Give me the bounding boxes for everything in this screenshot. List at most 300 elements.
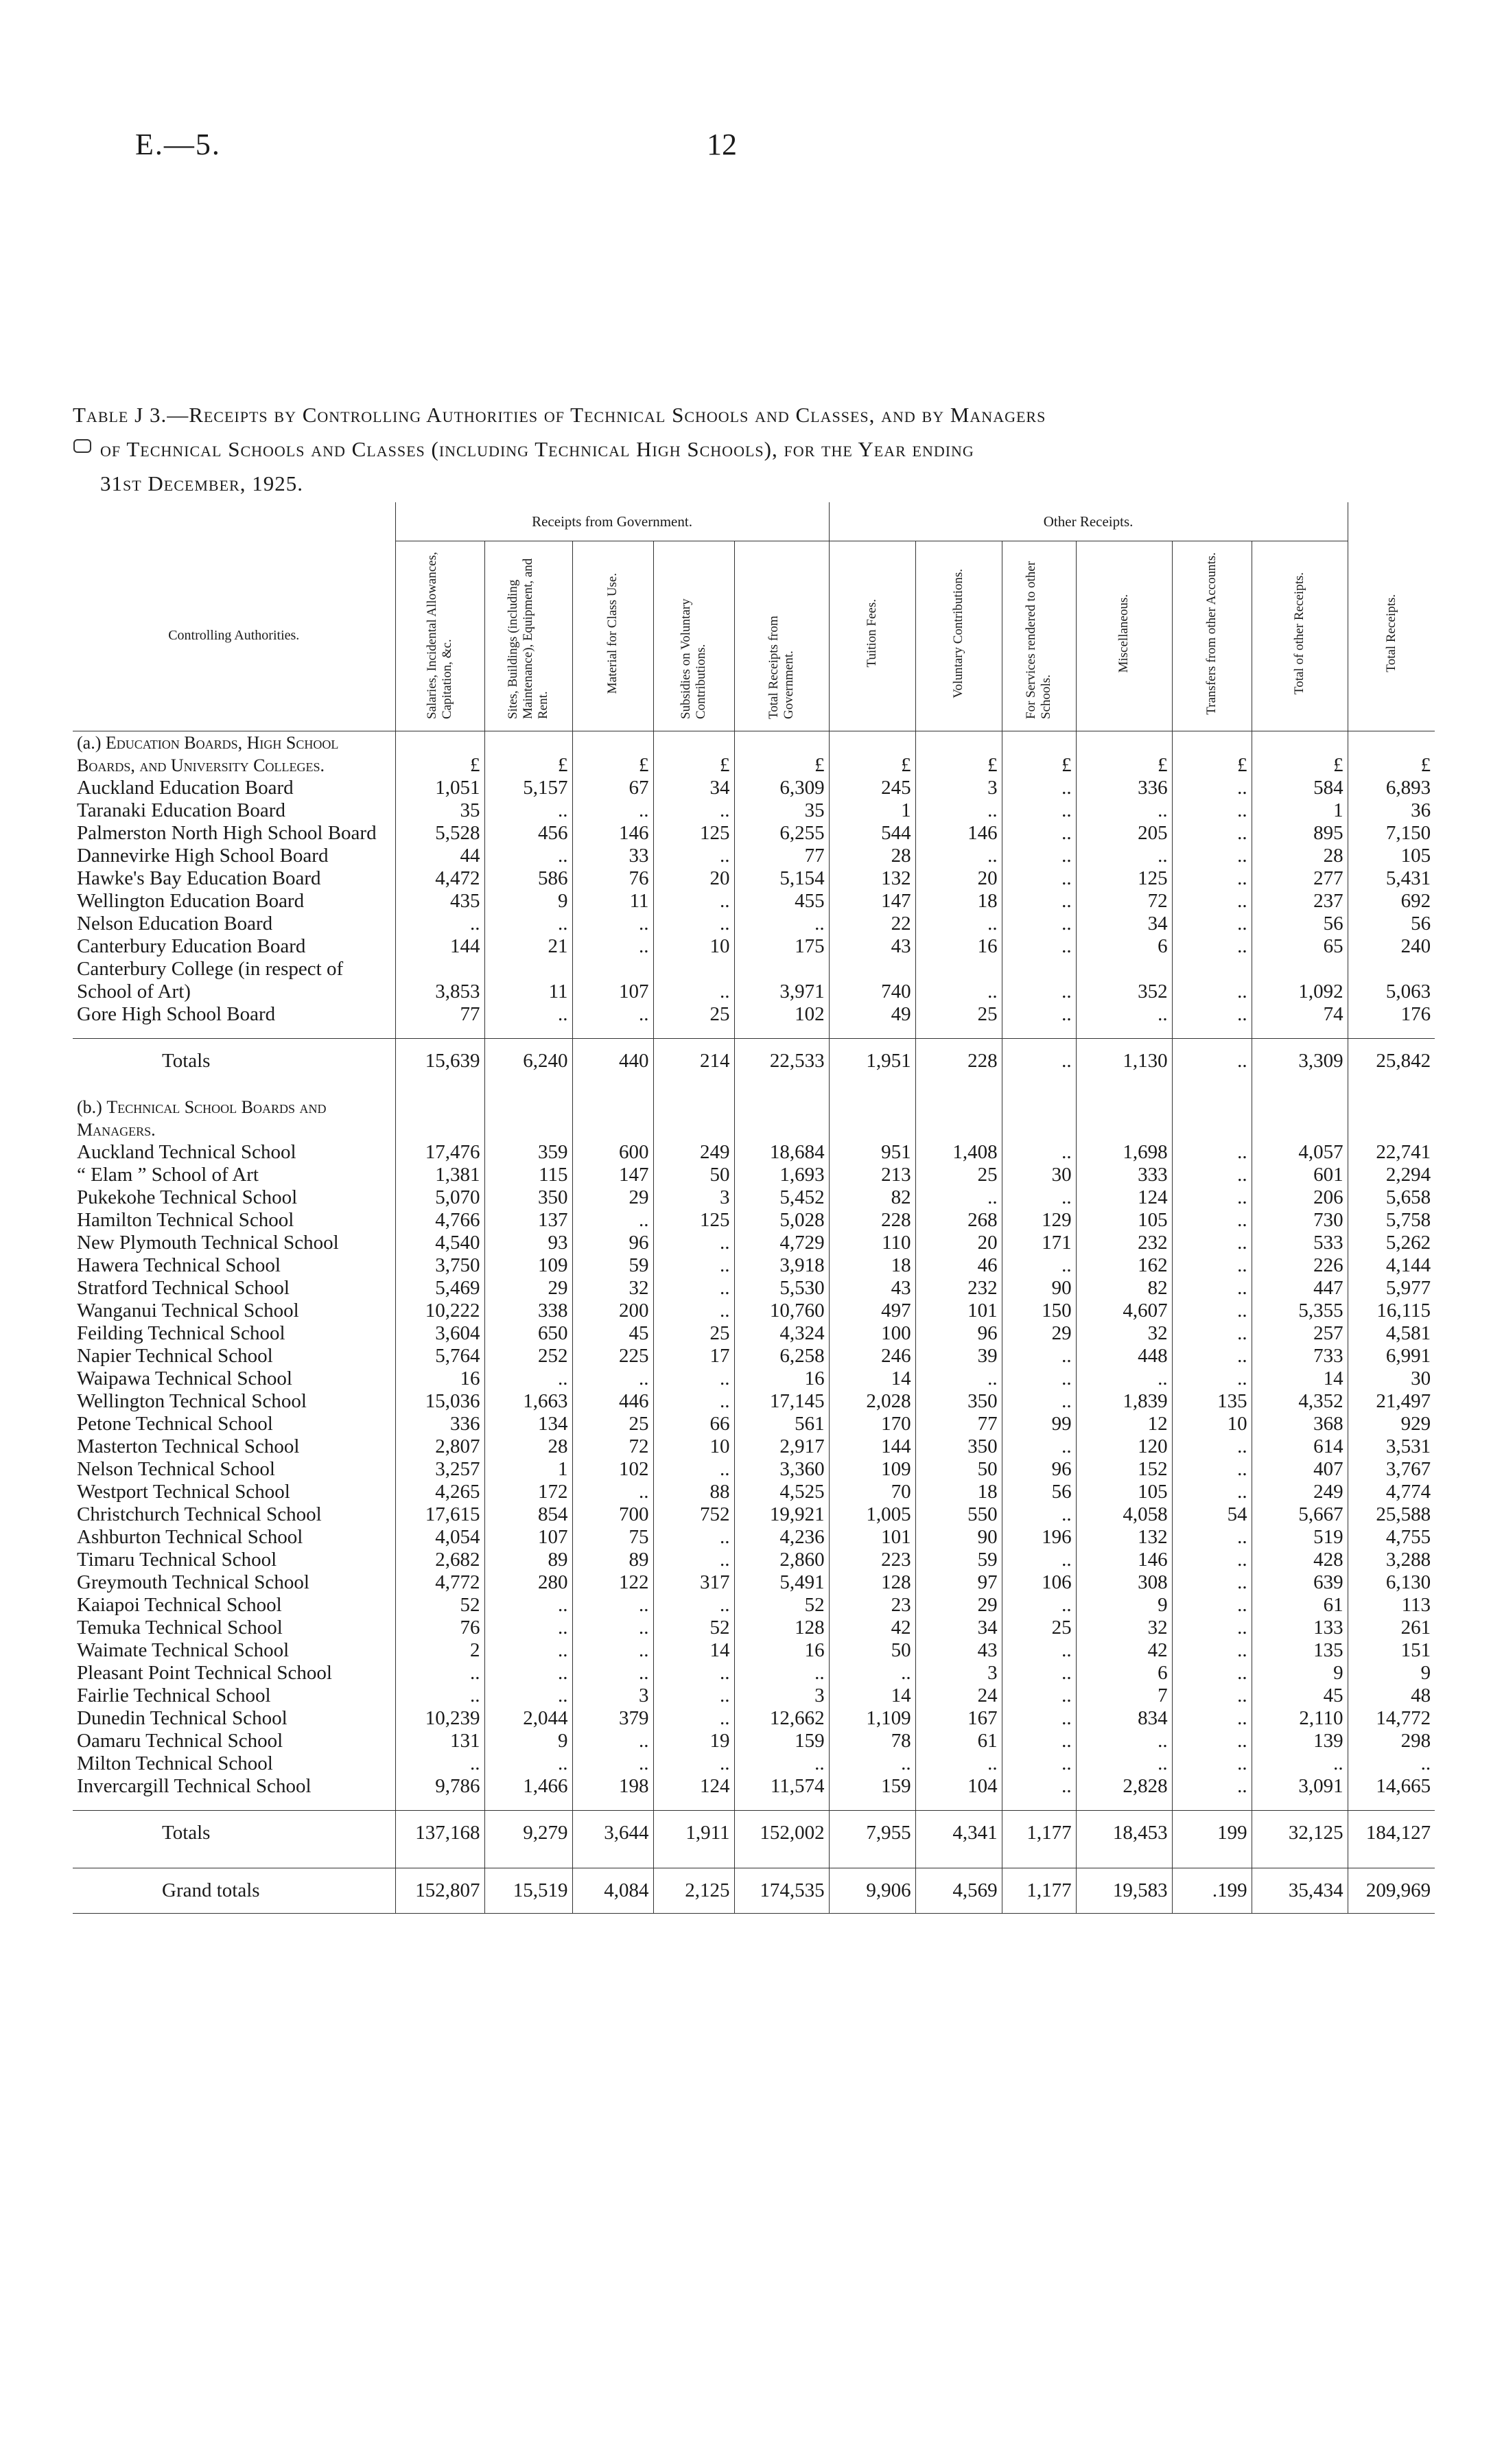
- row-label: Taranaki Education Board: [77, 799, 285, 821]
- cell-value: 3,531: [1348, 1435, 1435, 1458]
- table-row: [73, 1775, 1435, 1798]
- cell-value: 21,497: [1348, 1390, 1435, 1413]
- cell-value: 107: [572, 958, 653, 1003]
- cell-value: ..: [572, 1368, 653, 1390]
- section-prefix: (b.): [77, 1097, 102, 1117]
- cell-value: [734, 1798, 829, 1811]
- row-label: Feilding Technical School: [77, 1322, 285, 1344]
- cell-value: ..: [653, 845, 734, 867]
- cell-value: 15,036: [395, 1390, 484, 1413]
- cell-value: ..: [1172, 822, 1252, 845]
- table-row: [73, 1571, 1435, 1594]
- cell-value: 6,240: [484, 1039, 572, 1084]
- cell-value: 89: [572, 1549, 653, 1571]
- cell-value: 223: [829, 1549, 915, 1571]
- cell-value: [915, 1083, 1002, 1096]
- cell-value: 249: [653, 1141, 734, 1164]
- cell-value: 6,309: [734, 777, 829, 799]
- cell-value: 9: [1348, 1662, 1435, 1685]
- cell-value: [395, 1083, 484, 1096]
- cell-value: 1,130: [1076, 1039, 1172, 1084]
- government-group-header: Receipts from Government.: [395, 502, 829, 541]
- cell-value: £: [484, 731, 572, 777]
- cell-value: ..: [572, 1730, 653, 1752]
- cell-value: ..: [653, 1458, 734, 1481]
- cell-value: £: [915, 731, 1002, 777]
- cell-value: 70: [829, 1481, 915, 1503]
- cell-value: ..: [1172, 845, 1252, 867]
- cell-value: 1,839: [1076, 1390, 1172, 1413]
- cell-value: ..: [1172, 1300, 1252, 1322]
- cell-value: [572, 1083, 653, 1096]
- cell-value: 359: [484, 1141, 572, 1164]
- cell-value: 16,115: [1348, 1300, 1435, 1322]
- row-label: Hawke's Bay Education Board: [77, 867, 321, 889]
- cell-value: 43: [829, 935, 915, 958]
- table-row: [73, 1594, 1435, 1617]
- cell-value: 146: [1076, 1549, 1172, 1571]
- cell-value: 601: [1252, 1164, 1348, 1186]
- cell-value: 206: [1252, 1186, 1348, 1209]
- cell-value: ..: [653, 1390, 734, 1413]
- row-label: “ Elam ” School of Art: [77, 1164, 259, 1186]
- cell-value: ..: [572, 1662, 653, 1685]
- cell-value: 2,044: [484, 1707, 572, 1730]
- cell-value: 32: [572, 1277, 653, 1300]
- cell-value: 15,639: [395, 1039, 484, 1084]
- cell-value: 4,472: [395, 867, 484, 890]
- cell-value: ..: [1002, 958, 1076, 1003]
- cell-value: 2,028: [829, 1390, 915, 1413]
- cell-value: ..: [653, 799, 734, 822]
- cell-value: ..: [395, 1752, 484, 1775]
- cell-value: 101: [829, 1526, 915, 1549]
- cell-value: ..: [484, 799, 572, 822]
- cell-value: ..: [1172, 1730, 1252, 1752]
- cell-value: ..: [829, 1752, 915, 1775]
- cell-value: [829, 1798, 915, 1811]
- cell-value: 152,002: [734, 1811, 829, 1856]
- cell-value: £: [1172, 731, 1252, 777]
- cell-value: ..: [1172, 1752, 1252, 1775]
- cell-value: [1252, 1798, 1348, 1811]
- cell-value: 3,604: [395, 1322, 484, 1345]
- row-label: Nelson Education Board: [77, 913, 273, 935]
- cell-value: 752: [653, 1503, 734, 1526]
- cell-value: 147: [829, 890, 915, 913]
- cell-value: [1002, 1096, 1076, 1141]
- cell-value: 115: [484, 1164, 572, 1186]
- row-label: Pukekohe Technical School: [77, 1186, 298, 1208]
- cell-value: ..: [1002, 1368, 1076, 1390]
- cell-value: 4,540: [395, 1232, 484, 1254]
- table-row: [73, 1526, 1435, 1549]
- cell-value: 48: [1348, 1685, 1435, 1707]
- cell-value: 101: [915, 1300, 1002, 1322]
- table-row: [73, 1730, 1435, 1752]
- cell-value: 3,309: [1252, 1039, 1348, 1084]
- cell-value: ..: [1172, 777, 1252, 799]
- cell-value: 5,157: [484, 777, 572, 799]
- cell-value: 7,150: [1348, 822, 1435, 845]
- row-label: [73, 1855, 395, 1868]
- cell-value: 4,525: [734, 1481, 829, 1503]
- cell-value: [1348, 1798, 1435, 1811]
- cell-value: 214: [653, 1039, 734, 1084]
- page-number: 12: [707, 128, 737, 161]
- total-group-header: [1348, 502, 1435, 541]
- cell-value: 25: [1002, 1617, 1076, 1639]
- cell-value: 1,693: [734, 1164, 829, 1186]
- table-row: [73, 890, 1435, 913]
- group-header-row: [73, 502, 1435, 541]
- cell-value: 199: [1172, 1811, 1252, 1856]
- table-row: [73, 1390, 1435, 1413]
- cell-value: ..: [1076, 1730, 1172, 1752]
- cell-value: 56: [1002, 1481, 1076, 1503]
- cell-value: 66: [653, 1413, 734, 1435]
- cell-value: 34: [915, 1617, 1002, 1639]
- cell-value: 28: [484, 1435, 572, 1458]
- cell-value: 132: [829, 867, 915, 890]
- cell-value: [1076, 1096, 1172, 1141]
- cell-value: 4,054: [395, 1526, 484, 1549]
- table-row: [73, 1368, 1435, 1390]
- cell-value: 124: [653, 1775, 734, 1798]
- cell-value: 428: [1252, 1549, 1348, 1571]
- cell-value: 77: [734, 845, 829, 867]
- table-row: [73, 1186, 1435, 1209]
- cell-value: 5,530: [734, 1277, 829, 1300]
- cell-value: 198: [572, 1775, 653, 1798]
- cell-value: £: [734, 731, 829, 777]
- row-label: Canterbury Education Board: [77, 935, 306, 957]
- row-label: Napier Technical School: [77, 1345, 273, 1367]
- cell-value: 9: [1252, 1662, 1348, 1685]
- cell-value: 733: [1252, 1345, 1348, 1368]
- cell-value: 7: [1076, 1685, 1172, 1707]
- cell-value: 82: [1076, 1277, 1172, 1300]
- cell-value: 277: [1252, 867, 1348, 890]
- cell-value: ..: [572, 1481, 653, 1503]
- caption-line-1: Table J 3.—Receipts by Controlling Authorities of Technical Schools and Classes, and by Managers: [73, 403, 1046, 427]
- table-row: [73, 799, 1435, 822]
- cell-value: 146: [915, 822, 1002, 845]
- cell-value: [395, 1096, 484, 1141]
- cell-value: 368: [1252, 1413, 1348, 1435]
- cell-value: 10,760: [734, 1300, 829, 1322]
- cell-value: 213: [829, 1164, 915, 1186]
- row-label: Totals: [73, 1811, 395, 1856]
- cell-value: 196: [1002, 1526, 1076, 1549]
- cell-value: 18: [915, 890, 1002, 913]
- row-label: Auckland Technical School: [77, 1141, 296, 1163]
- cell-value: 59: [915, 1549, 1002, 1571]
- table-row: [73, 867, 1435, 890]
- cell-value: ..: [484, 1003, 572, 1026]
- cell-value: 20: [915, 1232, 1002, 1254]
- cell-value: ..: [1172, 1685, 1252, 1707]
- cell-value: 17,615: [395, 1503, 484, 1526]
- cell-value: ..: [915, 799, 1002, 822]
- table-row: [73, 845, 1435, 867]
- cell-value: ..: [653, 958, 734, 1003]
- row-label: Ashburton Technical School: [77, 1526, 303, 1548]
- cell-value: 692: [1348, 890, 1435, 913]
- column-header: Sites, Buildings (including Maintenance), Equipment, and Rent.: [484, 541, 572, 731]
- totals-row: [73, 1039, 1435, 1084]
- row-label: Timaru Technical School: [77, 1549, 277, 1571]
- table-row: [73, 1254, 1435, 1277]
- cell-value: [915, 1026, 1002, 1039]
- cell-value: ..: [572, 1209, 653, 1232]
- cell-value: 159: [734, 1730, 829, 1752]
- cell-value: 74: [1252, 1003, 1348, 1026]
- cell-value: ..: [915, 958, 1002, 1003]
- cell-value: ..: [484, 913, 572, 935]
- cell-value: 3,288: [1348, 1549, 1435, 1571]
- cell-value: [1076, 1026, 1172, 1039]
- cell-value: 56: [1348, 913, 1435, 935]
- row-label: Greymouth Technical School: [77, 1571, 309, 1593]
- totals-row: [73, 1811, 1435, 1856]
- row-label: Masterton Technical School: [77, 1435, 300, 1457]
- cell-value: 2,110: [1252, 1707, 1348, 1730]
- cell-value: 12: [1076, 1413, 1172, 1435]
- cell-value: ..: [653, 1300, 734, 1322]
- cell-value: 10: [653, 935, 734, 958]
- cell-value: 152: [1076, 1458, 1172, 1481]
- cell-value: [829, 1096, 915, 1141]
- cell-value: 1,109: [829, 1707, 915, 1730]
- cell-value: 740: [829, 958, 915, 1003]
- cell-value: 6: [1076, 935, 1172, 958]
- cell-value: 32: [1076, 1617, 1172, 1639]
- cell-value: ..: [653, 1594, 734, 1617]
- cell-value: ..: [395, 1685, 484, 1707]
- cell-value: [1252, 1096, 1348, 1141]
- cell-value: 67: [572, 777, 653, 799]
- cell-value: 109: [484, 1254, 572, 1277]
- cell-value: 225: [572, 1345, 653, 1368]
- cell-value: 125: [653, 1209, 734, 1232]
- cell-value: 162: [1076, 1254, 1172, 1277]
- cell-value: 200: [572, 1300, 653, 1322]
- cell-value: 15,519: [484, 1868, 572, 1914]
- cell-value: 30: [1002, 1164, 1076, 1186]
- cell-value: ..: [734, 1662, 829, 1685]
- cell-value: 107: [484, 1526, 572, 1549]
- cell-value: ..: [1172, 1141, 1252, 1164]
- cell-value: 19,583: [1076, 1868, 1172, 1914]
- cell-value: 5,469: [395, 1277, 484, 1300]
- cell-value: 308: [1076, 1571, 1172, 1594]
- row-label: Milton Technical School: [77, 1752, 273, 1774]
- cell-value: [1172, 1083, 1252, 1096]
- cell-value: 56: [1252, 913, 1348, 935]
- cell-value: 35,434: [1252, 1868, 1348, 1914]
- cell-value: 544: [829, 822, 915, 845]
- cell-value: ..: [1002, 890, 1076, 913]
- cell-value: ..: [484, 1368, 572, 1390]
- cell-value: ..: [1076, 799, 1172, 822]
- cell-value: £: [653, 731, 734, 777]
- cell-value: 350: [915, 1435, 1002, 1458]
- cell-value: 39: [915, 1345, 1002, 1368]
- cell-value: 280: [484, 1571, 572, 1594]
- cell-value: ..: [1172, 1322, 1252, 1345]
- row-label: [73, 1798, 395, 1811]
- cell-value: 59: [572, 1254, 653, 1277]
- cell-value: [1172, 1096, 1252, 1141]
- cell-value: 4,729: [734, 1232, 829, 1254]
- cell-value: 50: [653, 1164, 734, 1186]
- cell-value: 122: [572, 1571, 653, 1594]
- cell-value: ..: [1172, 1039, 1252, 1084]
- cell-value: ..: [484, 1594, 572, 1617]
- spacer-row: [73, 1026, 1435, 1039]
- cell-value: [395, 1026, 484, 1039]
- cell-value: [915, 1096, 1002, 1141]
- cell-value: 147: [572, 1164, 653, 1186]
- cell-value: [1252, 1855, 1348, 1868]
- cell-value: 14,772: [1348, 1707, 1435, 1730]
- cell-value: [1252, 1083, 1348, 1096]
- cell-value: 4,774: [1348, 1481, 1435, 1503]
- caption-line-2: of Technical Schools and Classes (including Technical High Schools), for the Year ending: [100, 437, 974, 461]
- cell-value: 2: [395, 1639, 484, 1662]
- cell-value: ..: [572, 913, 653, 935]
- cell-value: ..: [1002, 1775, 1076, 1798]
- cell-value: ..: [1002, 1707, 1076, 1730]
- cell-value: ..: [484, 1662, 572, 1685]
- section-title-row: [73, 731, 1435, 777]
- cell-value: 146: [572, 822, 653, 845]
- cell-value: 150: [1002, 1300, 1076, 1322]
- cell-value: 125: [1076, 867, 1172, 890]
- cell-value: 144: [395, 935, 484, 958]
- cell-value: 16: [915, 935, 1002, 958]
- cell-value: [1002, 1855, 1076, 1868]
- cell-value: £: [829, 731, 915, 777]
- cell-value: 25: [653, 1003, 734, 1026]
- cell-value: 17,145: [734, 1390, 829, 1413]
- table-row: [73, 1435, 1435, 1458]
- cell-value: [1172, 1798, 1252, 1811]
- cell-value: ..: [572, 1617, 653, 1639]
- cell-value: 29: [915, 1594, 1002, 1617]
- cell-value: 22,533: [734, 1039, 829, 1084]
- cell-value: 252: [484, 1345, 572, 1368]
- cell-value: 350: [484, 1186, 572, 1209]
- cell-value: 6,991: [1348, 1345, 1435, 1368]
- cell-value: 46: [915, 1254, 1002, 1277]
- cell-value: ..: [1002, 1345, 1076, 1368]
- cell-value: 600: [572, 1141, 653, 1164]
- cell-value: 5,063: [1348, 958, 1435, 1003]
- cell-value: 1,408: [915, 1141, 1002, 1164]
- table-row: [73, 1141, 1435, 1164]
- cell-value: 17: [653, 1345, 734, 1368]
- cell-value: ..: [1172, 1481, 1252, 1503]
- cell-value: 77: [395, 1003, 484, 1026]
- cell-value: [484, 1855, 572, 1868]
- cell-value: 100: [829, 1322, 915, 1345]
- column-header: Material for Class Use.: [572, 541, 653, 731]
- cell-value: 336: [1076, 777, 1172, 799]
- cell-value: 1,381: [395, 1164, 484, 1186]
- cell-value: ..: [572, 1752, 653, 1775]
- cell-value: ..: [1172, 1186, 1252, 1209]
- cell-value: 151: [1348, 1639, 1435, 1662]
- table-row: [73, 1277, 1435, 1300]
- cell-value: 2,682: [395, 1549, 484, 1571]
- cell-value: ..: [1172, 1368, 1252, 1390]
- cell-value: 88: [653, 1481, 734, 1503]
- cell-value: ..: [484, 1685, 572, 1707]
- cell-value: 184,127: [1348, 1811, 1435, 1856]
- cell-value: 128: [734, 1617, 829, 1639]
- cell-value: 5,667: [1252, 1503, 1348, 1526]
- cell-value: ..: [1002, 1435, 1076, 1458]
- row-label: Wellington Education Board: [77, 890, 305, 912]
- table-row: [73, 1503, 1435, 1526]
- cell-value: 34: [1076, 913, 1172, 935]
- cell-value: 5,154: [734, 867, 829, 890]
- cell-value: 730: [1252, 1209, 1348, 1232]
- row-label: Stratford Technical School: [77, 1277, 290, 1299]
- cell-value: 228: [829, 1209, 915, 1232]
- cell-value: 3: [572, 1685, 653, 1707]
- row-label: Gore High School Board: [77, 1003, 276, 1025]
- cell-value: 4,341: [915, 1811, 1002, 1856]
- row-label: Dannevirke High School Board: [77, 845, 329, 867]
- cell-value: 834: [1076, 1707, 1172, 1730]
- cell-value: 5,658: [1348, 1186, 1435, 1209]
- cell-value: ..: [653, 1277, 734, 1300]
- caption-line-3: 31st December, 1925.: [100, 471, 303, 495]
- grand-totals-row: [73, 1868, 1435, 1914]
- cell-value: 2,125: [653, 1868, 734, 1914]
- cell-value: 35: [395, 799, 484, 822]
- cell-value: ..: [653, 1707, 734, 1730]
- cell-value: 25: [653, 1322, 734, 1345]
- cell-value: 268: [915, 1209, 1002, 1232]
- cell-value: ..: [1002, 822, 1076, 845]
- cell-value: ..: [1172, 799, 1252, 822]
- cell-value: £: [572, 731, 653, 777]
- cell-value: 11,574: [734, 1775, 829, 1798]
- cell-value: ..: [1002, 1186, 1076, 1209]
- cell-value: 4,352: [1252, 1390, 1348, 1413]
- cell-value: ..: [395, 913, 484, 935]
- cell-value: 82: [829, 1186, 915, 1209]
- cell-value: 18: [915, 1481, 1002, 1503]
- row-label: Kaiapoi Technical School: [77, 1594, 282, 1616]
- section-prefix: (a.): [77, 733, 102, 753]
- cell-value: [734, 1026, 829, 1039]
- cell-value: 45: [1252, 1685, 1348, 1707]
- cell-value: 317: [653, 1571, 734, 1594]
- cell-value: 2,294: [1348, 1164, 1435, 1186]
- table-row: [73, 913, 1435, 935]
- cell-value: [829, 1855, 915, 1868]
- cell-value: ..: [1002, 1752, 1076, 1775]
- cell-value: ..: [1002, 1141, 1076, 1164]
- cell-value: 29: [1002, 1322, 1076, 1345]
- cell-value: 96: [915, 1322, 1002, 1345]
- cell-value: 14: [829, 1368, 915, 1390]
